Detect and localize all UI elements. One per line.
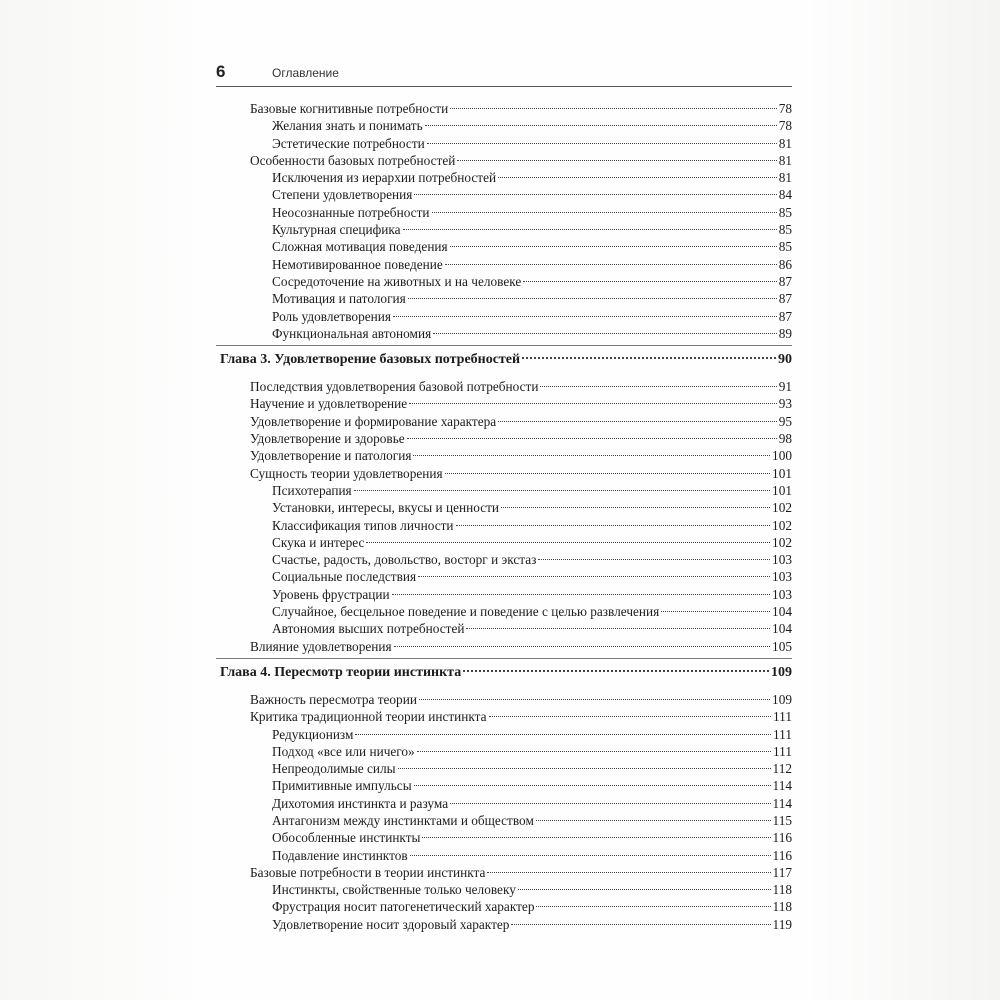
dot-leader [398,768,771,769]
dot-leader [413,455,770,456]
toc-entry-title: Удовлетворение и формирование характера [250,413,497,429]
toc-entry [220,881,792,898]
dot-leader [523,281,776,282]
toc-entry [220,568,792,585]
toc-entry [220,447,792,464]
toc-entry-page: 98 [778,431,792,447]
toc-entry [220,620,792,637]
toc-entry [220,691,792,708]
toc-entry-page: 111 [773,743,792,759]
toc-entry-page: 91 [778,379,792,395]
dot-leader [498,421,777,422]
dot-leader [409,403,777,404]
toc-entry-page: 85 [778,222,792,238]
toc-entry-title: Удовлетворение носит здоровый характер [272,916,510,932]
dot-leader [445,473,770,474]
toc-entry-title: Сложная мотивация поведения [272,239,448,255]
toc-entry-title: Степени удовлетворения [272,187,413,203]
dot-leader [394,646,770,647]
toc-entry [220,135,792,152]
toc-entry-page: 78 [778,118,792,134]
toc-entry-page: 104 [772,621,792,637]
dot-leader [466,628,770,629]
toc-entry-title: Подход «все или ничего» [272,743,415,759]
toc-entry-page: 90 [778,352,792,368]
toc-entry-title: Удовлетворение и здоровье [250,431,405,447]
toc-entry-title: Социальные последствия [272,569,417,585]
dot-leader [487,872,770,873]
toc-entry-title: Эстетические потребности [272,135,425,151]
toc-entry-page: 104 [772,604,792,620]
toc-entry-title: Фрустрация носит патогенетический характер [272,899,535,915]
toc-entry-title: Желания знать и понимать [272,118,423,134]
dot-leader [445,264,777,265]
chapter-divider [216,658,792,659]
dot-leader [354,490,770,491]
toc-entry-title: Особенности базовых потребностей [250,152,456,168]
dot-leader [540,386,776,387]
toc-entry-title: Случайное, бесцельное поведение и поведение с целью развлечения [272,604,660,620]
dot-leader [422,837,770,838]
toc-entry [220,430,792,447]
toc-entry-page: 101 [772,482,792,498]
dot-leader [419,699,770,700]
toc-entry-page: 105 [772,638,792,654]
toc-entry-page: 111 [773,709,792,725]
dot-leader [518,889,771,890]
toc-entry [220,169,792,186]
toc-entry-page: 116 [772,847,792,863]
toc-entry-page: 109 [772,691,792,707]
dot-leader [432,212,777,213]
toc-entry [220,395,792,412]
toc-entry-title: Установки, интересы, вкусы и ценности [272,500,500,516]
toc-entry-page: 100 [772,448,792,464]
toc-entry-page: 114 [772,795,792,811]
dot-leader [456,525,771,526]
toc-entry-title: Важность пересмотра теории [250,691,417,707]
toc-entry-page: 103 [772,552,792,568]
toc-entry [220,829,792,846]
toc-entry-title: Научение и удовлетворение [250,396,408,412]
toc-entry [220,325,792,342]
toc-entry-page: 117 [772,864,792,880]
toc-entry-title: Автономия высших потребностей [272,621,465,637]
dot-leader [450,246,777,247]
toc-entry-title: Счастье, радость, довольство, восторг и экстаз [272,552,537,568]
toc-chapter-entry [220,349,792,371]
toc-entry [220,898,792,915]
toc-entry-title: Антагонизм между инстинктами и обществом [272,812,534,828]
dot-leader [408,298,777,299]
toc-entry-page: 81 [778,170,792,186]
toc-entry-page: 84 [778,187,792,203]
toc-entry-title: Влияние удовлетворения [250,638,392,654]
page-number: 6 [216,62,226,81]
dot-leader [392,594,770,595]
toc-entry [220,638,792,655]
toc-entry-page: 112 [772,761,792,777]
toc-entry-title: Уровень фрустрации [272,586,390,602]
toc-entry-page: 116 [772,830,792,846]
toc-entry [220,465,792,482]
toc-entry [220,777,792,794]
toc-entry [220,290,792,307]
dot-leader [457,160,776,161]
dot-leader [414,785,771,786]
toc-entry-title: Удовлетворение и патология [250,448,412,464]
toc-entry-title: Психотерапия [272,482,352,498]
toc-entry [220,916,792,933]
toc-entry-title: Сущность теории удовлетворения [250,465,443,481]
toc-entry-title: Базовые когнитивные потребности [250,101,449,116]
running-title: Оглавление [272,66,339,80]
dot-leader [498,177,777,178]
toc-entry-title: Глава 3. Удовлетворение базовых потребностей [220,352,521,368]
toc-entry-title: Последствия удовлетворения базовой потребности [250,379,539,395]
toc-entry-page: 87 [778,308,792,324]
toc-entry [220,482,792,499]
toc-entry-title: Классификация типов личности [272,517,454,533]
toc-entry-title: Критика традиционной теории инстинкта [250,709,487,725]
toc-entry [220,708,792,725]
toc-entry-page: 114 [772,778,792,794]
toc-entry-title: Функциональная автономия [272,325,432,341]
dot-leader [661,611,770,612]
toc-entry-page: 102 [772,534,792,550]
dot-leader [355,734,771,735]
toc-entry-title: Непреодолимые силы [272,761,396,777]
toc-entry-page: 102 [772,517,792,533]
chapter-divider [216,345,792,346]
toc-entry [220,795,792,812]
toc-entry [220,273,792,290]
toc-entry-title: Исключения из иерархии потребностей [272,170,497,186]
toc-entry-page: 95 [778,413,792,429]
toc-entry [220,186,792,203]
toc-entry-title: Обособленные инстинкты [272,830,421,846]
toc-entry-title: Неосознанные потребности [272,204,430,220]
dot-leader [450,803,770,804]
dot-leader [366,542,770,543]
toc-entry-page: 85 [778,204,792,220]
toc-entry-page: 93 [778,396,792,412]
toc-entry [220,534,792,551]
toc-entry-title: Базовые потребности в теории инстинкта [250,864,486,880]
toc-entry-title: Культурная специфика [272,222,401,238]
dot-leader [433,333,777,334]
toc-entry-page: 87 [778,273,792,289]
toc-entry-page: 115 [772,812,792,828]
toc-entry-page: 119 [772,916,792,932]
toc-entry [220,726,792,743]
toc-entry-page: 78 [778,101,792,116]
toc-entry [220,308,792,325]
toc-entry-title: Примитивные импульсы [272,778,412,794]
dot-leader [501,507,770,508]
toc-entry [220,517,792,534]
toc-entry-title: Редукционизм [272,726,354,742]
dot-leader [489,716,771,717]
toc-entry [220,812,792,829]
toc-entry-page: 103 [772,569,792,585]
toc-entry-page: 81 [778,135,792,151]
toc-entry [220,238,792,255]
toc-entry-title: Глава 4. Пересмотр теории инстинкта [220,664,462,680]
toc-entry-title: Дихотомия инстинкта и разума [272,795,449,811]
toc-entry [220,204,792,221]
dot-leader [407,438,777,439]
toc-entry-title: Сосредоточение на животных и на человеке [272,273,522,289]
dot-leader [536,820,771,821]
toc-chapter-entry [220,662,792,684]
toc-entry [220,117,792,134]
table-of-contents [220,100,792,933]
toc-entry-title: Скука и интерес [272,534,365,550]
toc-entry [220,378,792,395]
toc-entry-title: Подавление инстинктов [272,847,408,863]
toc-entry [220,743,792,760]
toc-entry [220,413,792,430]
toc-entry-title: Роль удовлетворения [272,308,391,324]
toc-entry-page: 118 [772,882,792,898]
toc-entry-page: 85 [778,239,792,255]
toc-entry [220,152,792,169]
page-header [216,62,792,87]
dot-leader [393,316,777,317]
toc-entry-page: 111 [773,726,792,742]
toc-entry [220,221,792,238]
toc-entry [220,864,792,881]
toc-entry [220,603,792,620]
dot-leader [536,906,770,907]
toc-entry [220,586,792,603]
dot-leader [538,559,770,560]
toc-entry-page: 103 [772,586,792,602]
dot-leader [522,357,776,359]
toc-entry-title: Инстинкты, свойственные только человеку [272,882,516,898]
dot-leader [403,229,777,230]
toc-entry [220,760,792,777]
dot-leader [450,108,777,109]
dot-leader [418,576,770,577]
toc-entry [220,551,792,568]
toc-entry-page: 118 [772,899,792,915]
toc-entry-page: 101 [772,465,792,481]
toc-entry-title: Немотивированное поведение [272,256,443,272]
dot-leader [417,751,771,752]
toc-entry-page: 109 [771,664,792,680]
dot-leader [511,924,770,925]
toc-entry-page: 81 [778,152,792,168]
toc-entry-page: 87 [778,291,792,307]
toc-entry [220,100,792,117]
dot-leader [414,194,776,195]
toc-entry [220,499,792,516]
dot-leader [410,855,771,856]
toc-entry [220,256,792,273]
dot-leader [425,125,777,126]
toc-entry-page: 86 [778,256,792,272]
toc-entry-title: Мотивация и патология [272,291,406,307]
toc-entry-page: 102 [772,500,792,516]
toc-entry-page: 89 [778,325,792,341]
dot-leader [427,143,777,144]
toc-entry [220,847,792,864]
dot-leader [463,670,769,672]
